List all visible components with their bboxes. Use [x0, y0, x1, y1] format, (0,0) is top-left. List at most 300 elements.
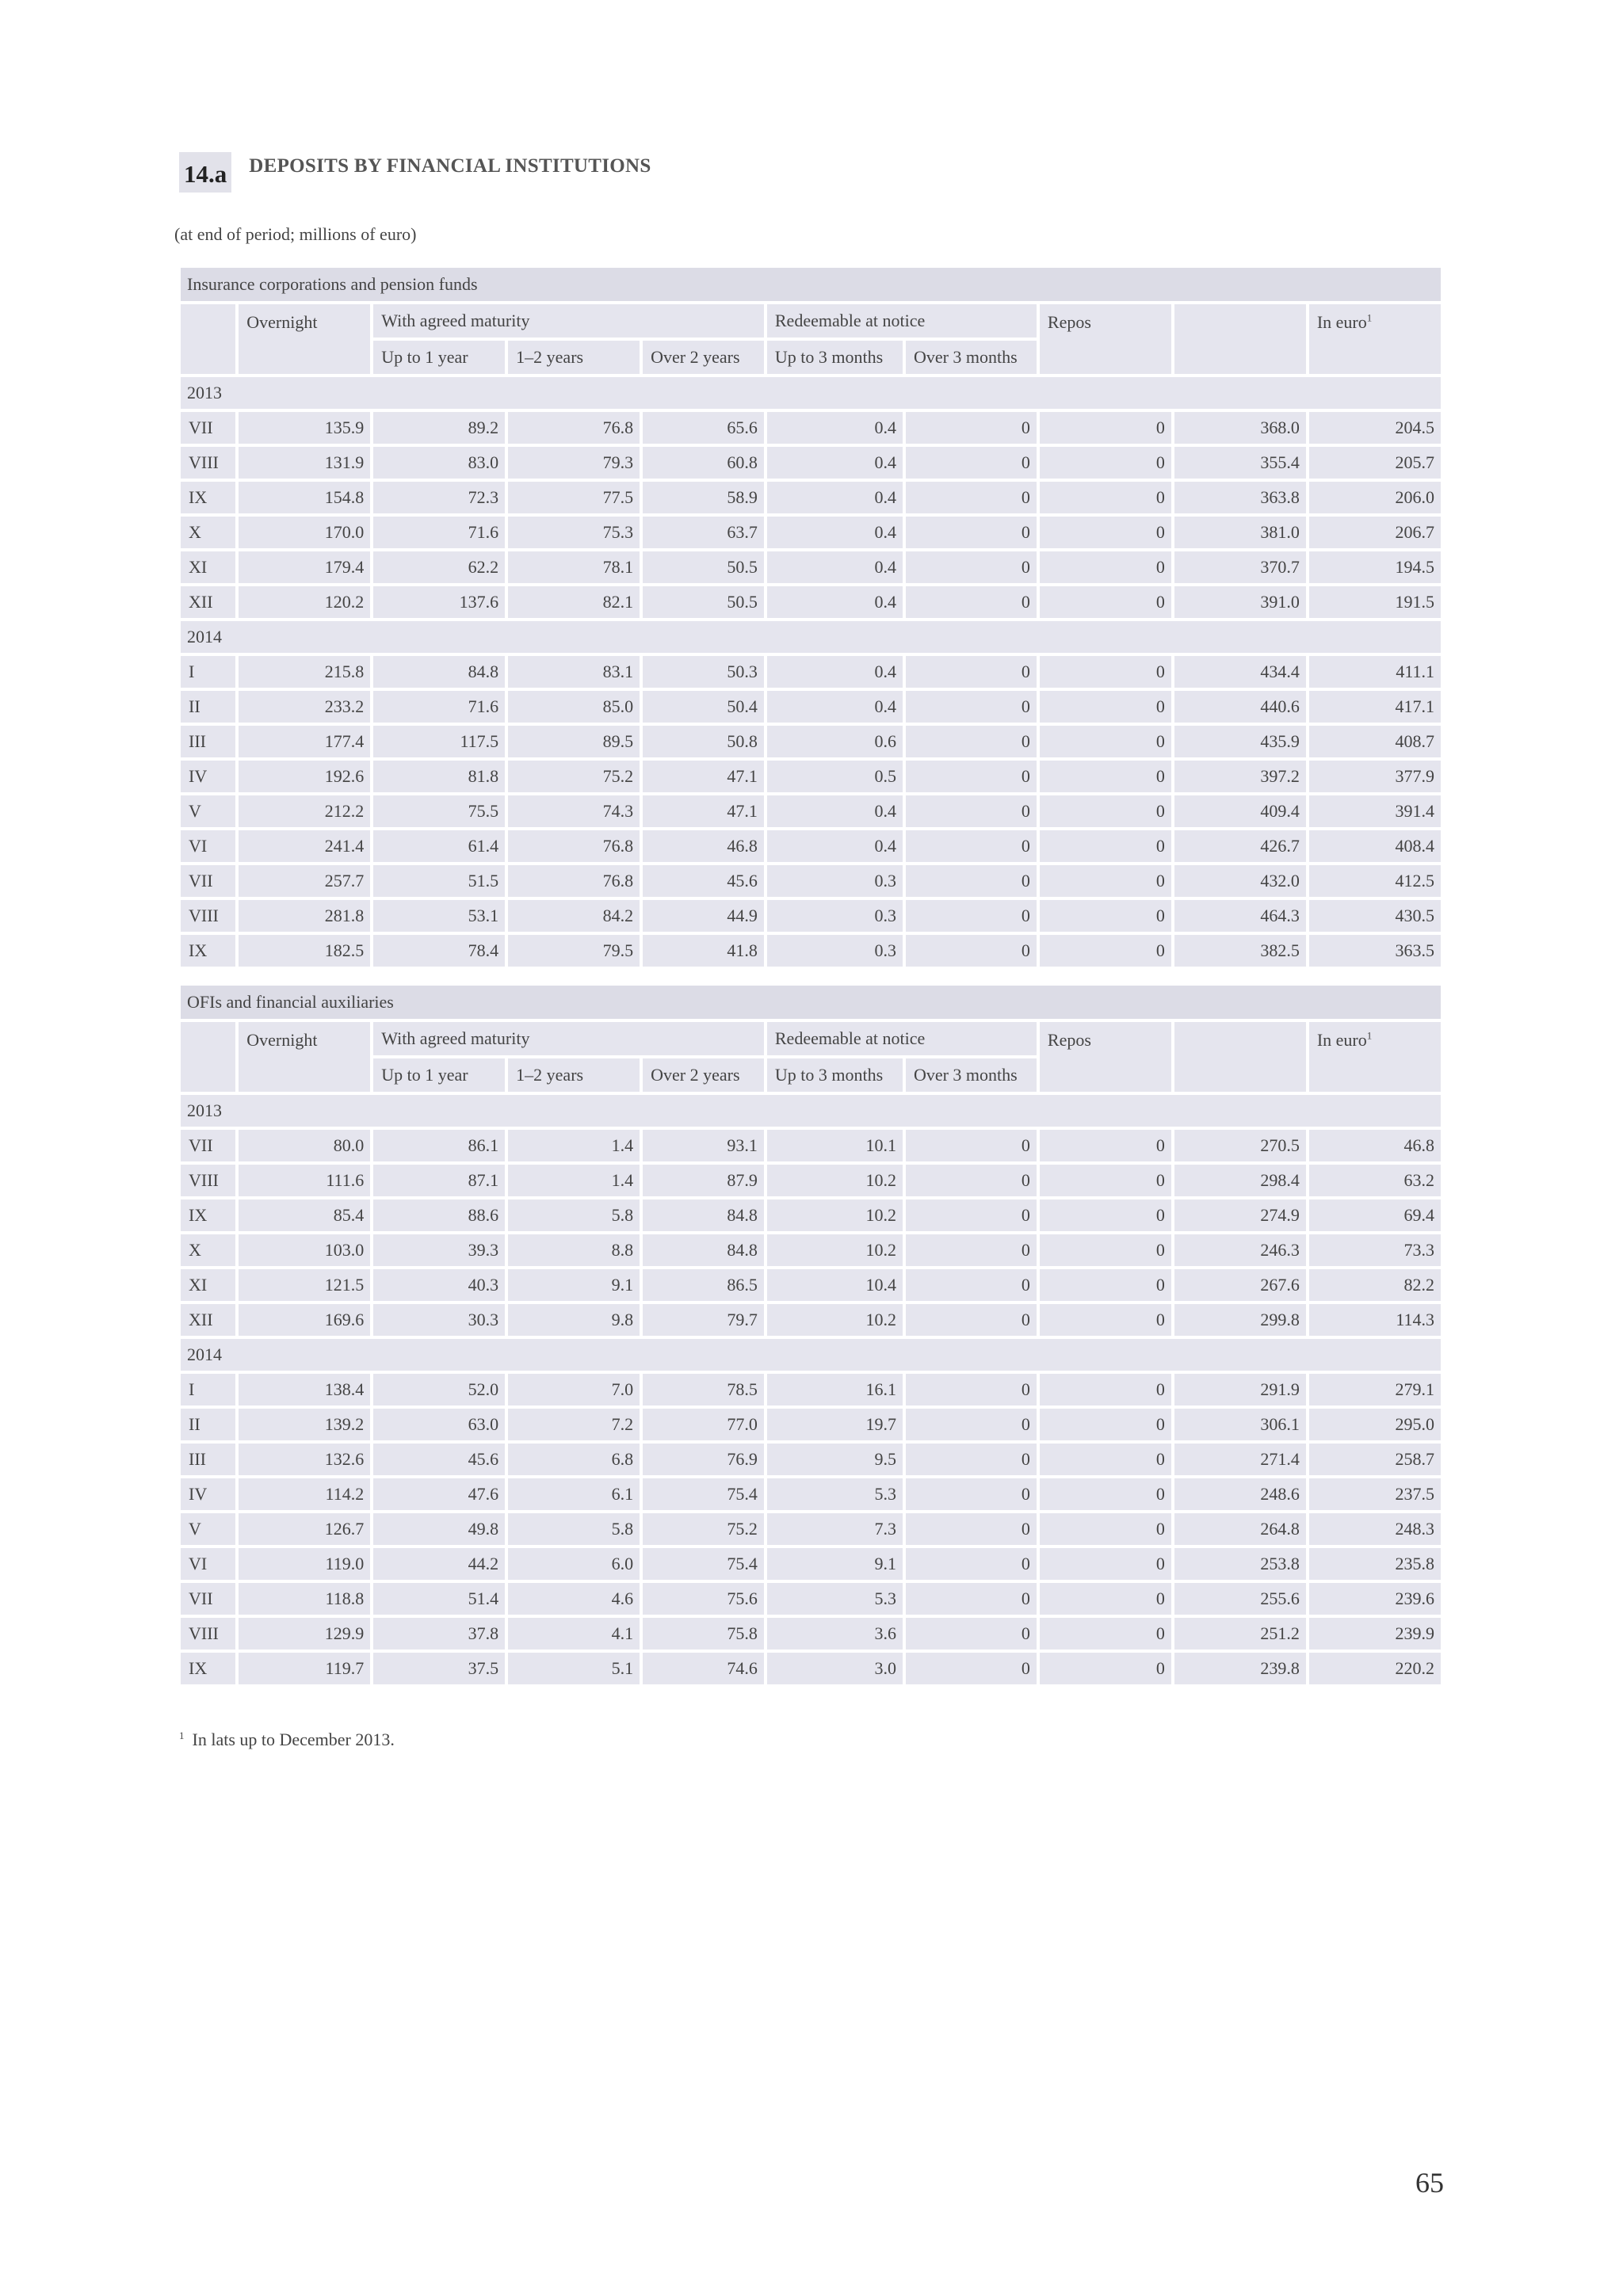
value-cell: 77.0	[643, 1409, 764, 1440]
value-cell: 76.9	[643, 1444, 764, 1475]
col-header-over-3-months: Over 3 months	[906, 1058, 1037, 1092]
value-cell: 0	[1040, 865, 1171, 897]
value-cell: 0	[906, 482, 1037, 513]
month-label: IV	[181, 1478, 235, 1510]
value-cell: 84.8	[643, 1234, 764, 1266]
value-cell: 79.7	[643, 1304, 764, 1336]
value-cell: 0	[906, 1199, 1037, 1231]
value-cell: 7.0	[508, 1374, 640, 1405]
value-cell: 0	[1040, 1409, 1171, 1440]
value-cell: 0	[1040, 1478, 1171, 1510]
year-label: 2014	[181, 1339, 1441, 1371]
col-header-over-2-years: Over 2 years	[643, 1058, 764, 1092]
value-cell: 0.4	[767, 656, 903, 688]
table-row	[181, 795, 1441, 827]
value-cell: 248.3	[1309, 1513, 1441, 1545]
value-cell: 182.5	[239, 935, 370, 967]
value-cell: 0	[906, 551, 1037, 583]
table-row	[181, 691, 1441, 723]
value-cell: 0.4	[767, 482, 903, 513]
value-cell: 0	[906, 1653, 1037, 1684]
value-cell: 212.2	[239, 795, 370, 827]
value-cell: 381.0	[1174, 517, 1306, 548]
value-cell: 306.1	[1174, 1409, 1306, 1440]
value-cell: 239.6	[1309, 1583, 1441, 1615]
col-header-repos: Repos	[1040, 1022, 1171, 1092]
table-row	[181, 412, 1441, 444]
value-cell: 0	[1040, 586, 1171, 618]
value-cell: 75.8	[643, 1618, 764, 1650]
in-euro-label: In euro	[1316, 312, 1367, 332]
value-cell: 281.8	[239, 900, 370, 932]
month-label: V	[181, 795, 235, 827]
value-cell: 46.8	[1309, 1130, 1441, 1161]
value-cell: 440.6	[1174, 691, 1306, 723]
value-cell: 9.1	[767, 1548, 903, 1580]
table-row	[181, 1269, 1441, 1301]
value-cell: 75.2	[643, 1513, 764, 1545]
value-cell: 84.8	[373, 656, 505, 688]
value-cell: 76.8	[508, 412, 640, 444]
value-cell: 258.7	[1309, 1444, 1441, 1475]
value-cell: 0	[1040, 726, 1171, 757]
value-cell: 241.4	[239, 830, 370, 862]
month-label: V	[181, 1513, 235, 1545]
value-cell: 0.5	[767, 761, 903, 792]
value-cell: 179.4	[239, 551, 370, 583]
value-cell: 377.9	[1309, 761, 1441, 792]
value-cell: 6.0	[508, 1548, 640, 1580]
value-cell: 69.4	[1309, 1199, 1441, 1231]
value-cell: 0.6	[767, 726, 903, 757]
month-label: I	[181, 656, 235, 688]
value-cell: 79.5	[508, 935, 640, 967]
value-cell: 126.7	[239, 1513, 370, 1545]
col-header-in-euro	[1309, 304, 1441, 374]
value-cell: 253.8	[1174, 1548, 1306, 1580]
month-label: III	[181, 726, 235, 757]
month-label: XII	[181, 1304, 235, 1336]
value-cell: 10.2	[767, 1234, 903, 1266]
value-cell: 0	[906, 726, 1037, 757]
table-row	[181, 761, 1441, 792]
value-cell: 0	[1040, 1304, 1171, 1336]
value-cell: 0	[906, 447, 1037, 479]
value-cell: 0.4	[767, 830, 903, 862]
value-cell: 0	[1040, 1513, 1171, 1545]
month-label: VI	[181, 1548, 235, 1580]
col-header-in-euro	[1309, 1022, 1441, 1092]
year-row	[181, 377, 1441, 409]
month-label: IX	[181, 935, 235, 967]
value-cell: 78.5	[643, 1374, 764, 1405]
month-label: II	[181, 1409, 235, 1440]
value-cell: 1.4	[508, 1130, 640, 1161]
table-row	[181, 1478, 1441, 1510]
footnote-ref: 1	[1366, 1029, 1373, 1042]
month-label: XI	[181, 1269, 235, 1301]
value-cell: 368.0	[1174, 412, 1306, 444]
value-cell: 154.8	[239, 482, 370, 513]
value-cell: 0	[906, 1165, 1037, 1196]
table-number: 14.a	[179, 152, 231, 193]
value-cell: 264.8	[1174, 1513, 1306, 1545]
value-cell: 47.1	[643, 761, 764, 792]
value-cell: 86.1	[373, 1130, 505, 1161]
footnote	[179, 1730, 395, 1750]
value-cell: 5.8	[508, 1199, 640, 1231]
col-header-redeemable: Redeemable at notice	[767, 304, 1037, 338]
month-label: IX	[181, 482, 235, 513]
value-cell: 0	[906, 1513, 1037, 1545]
value-cell: 51.5	[373, 865, 505, 897]
value-cell: 58.9	[643, 482, 764, 513]
value-cell: 87.9	[643, 1165, 764, 1196]
value-cell: 391.4	[1309, 795, 1441, 827]
value-cell: 0	[1040, 656, 1171, 688]
value-cell: 50.5	[643, 586, 764, 618]
value-cell: 85.0	[508, 691, 640, 723]
value-cell: 274.9	[1174, 1199, 1306, 1231]
value-cell: 114.2	[239, 1478, 370, 1510]
value-cell: 61.4	[373, 830, 505, 862]
value-cell: 0	[906, 1269, 1037, 1301]
col-header-agreed-maturity: With agreed maturity	[373, 304, 764, 338]
value-cell: 0	[906, 830, 1037, 862]
value-cell: 74.6	[643, 1653, 764, 1684]
value-cell: 0.4	[767, 795, 903, 827]
value-cell: 0.4	[767, 691, 903, 723]
value-cell: 0	[1040, 517, 1171, 548]
table-row	[181, 1444, 1441, 1475]
section-row	[181, 986, 1441, 1019]
value-cell: 0	[906, 656, 1037, 688]
value-cell: 169.6	[239, 1304, 370, 1336]
value-cell: 49.8	[373, 1513, 505, 1545]
value-cell: 391.0	[1174, 586, 1306, 618]
value-cell: 0	[906, 935, 1037, 967]
value-cell: 0	[1040, 1199, 1171, 1231]
value-cell: 248.6	[1174, 1478, 1306, 1510]
value-cell: 299.8	[1174, 1304, 1306, 1336]
value-cell: 9.5	[767, 1444, 903, 1475]
value-cell: 76.8	[508, 865, 640, 897]
table-row	[181, 726, 1441, 757]
value-cell: 0	[1040, 1130, 1171, 1161]
value-cell: 237.5	[1309, 1478, 1441, 1510]
value-cell: 0.3	[767, 935, 903, 967]
value-cell: 0.3	[767, 865, 903, 897]
value-cell: 63.0	[373, 1409, 505, 1440]
value-cell: 363.8	[1174, 482, 1306, 513]
value-cell: 89.5	[508, 726, 640, 757]
value-cell: 10.2	[767, 1304, 903, 1336]
value-cell: 0	[906, 761, 1037, 792]
value-cell: 191.5	[1309, 586, 1441, 618]
table-row	[181, 656, 1441, 688]
value-cell: 255.6	[1174, 1583, 1306, 1615]
value-cell: 206.0	[1309, 482, 1441, 513]
section-title: Insurance corporations and pension funds	[181, 268, 1441, 301]
value-cell: 83.1	[508, 656, 640, 688]
table-row	[181, 900, 1441, 932]
table-row	[181, 935, 1441, 967]
value-cell: 370.7	[1174, 551, 1306, 583]
value-cell: 397.2	[1174, 761, 1306, 792]
value-cell: 0.3	[767, 900, 903, 932]
value-cell: 0	[906, 795, 1037, 827]
value-cell: 0	[1040, 1444, 1171, 1475]
value-cell: 135.9	[239, 412, 370, 444]
value-cell: 0	[1040, 1374, 1171, 1405]
value-cell: 0	[906, 1444, 1037, 1475]
value-cell: 7.3	[767, 1513, 903, 1545]
value-cell: 75.6	[643, 1583, 764, 1615]
value-cell: 0	[1040, 691, 1171, 723]
value-cell: 0	[1040, 447, 1171, 479]
col-header-total	[1174, 304, 1306, 374]
table-row	[181, 1513, 1441, 1545]
value-cell: 79.3	[508, 447, 640, 479]
value-cell: 0	[1040, 830, 1171, 862]
value-cell: 118.8	[239, 1583, 370, 1615]
value-cell: 41.8	[643, 935, 764, 967]
month-label: IX	[181, 1199, 235, 1231]
month-label: II	[181, 691, 235, 723]
col-header-up-to-3-months: Up to 3 months	[767, 341, 903, 374]
value-cell: 0	[1040, 1548, 1171, 1580]
month-label: VII	[181, 412, 235, 444]
value-cell: 408.4	[1309, 830, 1441, 862]
table-title: DEPOSITS BY FINANCIAL INSTITUTIONS	[249, 155, 651, 177]
year-label: 2013	[181, 377, 1441, 409]
value-cell: 0	[1040, 1583, 1171, 1615]
value-cell: 121.5	[239, 1269, 370, 1301]
value-cell: 47.1	[643, 795, 764, 827]
section-title: OFIs and financial auxiliaries	[181, 986, 1441, 1019]
month-label: VIII	[181, 447, 235, 479]
table-row	[181, 1374, 1441, 1405]
table-row	[181, 447, 1441, 479]
value-cell: 30.3	[373, 1304, 505, 1336]
month-label: VII	[181, 1130, 235, 1161]
in-euro-label: In euro	[1316, 1030, 1367, 1050]
value-cell: 80.0	[239, 1130, 370, 1161]
value-cell: 0	[1040, 1653, 1171, 1684]
value-cell: 0	[906, 586, 1037, 618]
value-cell: 0	[906, 1478, 1037, 1510]
value-cell: 75.4	[643, 1478, 764, 1510]
value-cell: 10.2	[767, 1165, 903, 1196]
value-cell: 204.5	[1309, 412, 1441, 444]
col-header-repos: Repos	[1040, 304, 1171, 374]
value-cell: 50.8	[643, 726, 764, 757]
value-cell: 246.3	[1174, 1234, 1306, 1266]
value-cell: 430.5	[1309, 900, 1441, 932]
value-cell: 16.1	[767, 1374, 903, 1405]
value-cell: 120.2	[239, 586, 370, 618]
header-row	[181, 1022, 1441, 1055]
table-row	[181, 1653, 1441, 1684]
value-cell: 7.2	[508, 1409, 640, 1440]
value-cell: 0	[906, 412, 1037, 444]
col-header-up-to-3-months: Up to 3 months	[767, 1058, 903, 1092]
value-cell: 409.4	[1174, 795, 1306, 827]
value-cell: 267.6	[1174, 1269, 1306, 1301]
value-cell: 71.6	[373, 691, 505, 723]
value-cell: 464.3	[1174, 900, 1306, 932]
ofi-auxiliaries-table	[178, 982, 1444, 1688]
value-cell: 89.2	[373, 412, 505, 444]
value-cell: 239.9	[1309, 1618, 1441, 1650]
value-cell: 111.6	[239, 1165, 370, 1196]
value-cell: 0	[1040, 1269, 1171, 1301]
value-cell: 0	[906, 517, 1037, 548]
value-cell: 5.8	[508, 1513, 640, 1545]
month-label: III	[181, 1444, 235, 1475]
value-cell: 103.0	[239, 1234, 370, 1266]
value-cell: 0.4	[767, 586, 903, 618]
value-cell: 78.1	[508, 551, 640, 583]
value-cell: 75.5	[373, 795, 505, 827]
month-label: VII	[181, 865, 235, 897]
value-cell: 85.4	[239, 1199, 370, 1231]
year-label: 2014	[181, 621, 1441, 653]
value-cell: 44.2	[373, 1548, 505, 1580]
table-row	[181, 1618, 1441, 1650]
value-cell: 251.2	[1174, 1618, 1306, 1650]
value-cell: 37.5	[373, 1653, 505, 1684]
value-cell: 63.2	[1309, 1165, 1441, 1196]
value-cell: 75.3	[508, 517, 640, 548]
value-cell: 52.0	[373, 1374, 505, 1405]
value-cell: 0	[1040, 1618, 1171, 1650]
value-cell: 53.1	[373, 900, 505, 932]
value-cell: 206.7	[1309, 517, 1441, 548]
year-row	[181, 621, 1441, 653]
month-label: IV	[181, 761, 235, 792]
year-row	[181, 1095, 1441, 1127]
value-cell: 82.2	[1309, 1269, 1441, 1301]
value-cell: 119.7	[239, 1653, 370, 1684]
value-cell: 138.4	[239, 1374, 370, 1405]
col-header-agreed-maturity: With agreed maturity	[373, 1022, 764, 1055]
value-cell: 5.3	[767, 1478, 903, 1510]
value-cell: 50.3	[643, 656, 764, 688]
year-label: 2013	[181, 1095, 1441, 1127]
value-cell: 0	[1040, 795, 1171, 827]
value-cell: 271.4	[1174, 1444, 1306, 1475]
value-cell: 78.4	[373, 935, 505, 967]
value-cell: 6.8	[508, 1444, 640, 1475]
value-cell: 432.0	[1174, 865, 1306, 897]
month-label: VII	[181, 1583, 235, 1615]
value-cell: 434.4	[1174, 656, 1306, 688]
value-cell: 75.2	[508, 761, 640, 792]
value-cell: 291.9	[1174, 1374, 1306, 1405]
value-cell: 74.3	[508, 795, 640, 827]
value-cell: 0	[906, 1618, 1037, 1650]
value-cell: 412.5	[1309, 865, 1441, 897]
value-cell: 0	[906, 865, 1037, 897]
value-cell: 0	[1040, 412, 1171, 444]
value-cell: 5.3	[767, 1583, 903, 1615]
table-row	[181, 482, 1441, 513]
value-cell: 192.6	[239, 761, 370, 792]
value-cell: 194.5	[1309, 551, 1441, 583]
value-cell: 0.4	[767, 447, 903, 479]
value-cell: 88.6	[373, 1199, 505, 1231]
table-row	[181, 1165, 1441, 1196]
footnote-mark: 1	[179, 1729, 185, 1741]
value-cell: 0	[1040, 1165, 1171, 1196]
value-cell: 0	[906, 1130, 1037, 1161]
col-header-1-2-years: 1–2 years	[508, 341, 640, 374]
footnote-text: In lats up to December 2013.	[192, 1730, 395, 1749]
value-cell: 170.0	[239, 517, 370, 548]
page-number: 65	[1415, 2167, 1444, 2199]
value-cell: 0.4	[767, 412, 903, 444]
value-cell: 4.6	[508, 1583, 640, 1615]
value-cell: 435.9	[1174, 726, 1306, 757]
col-header-up-to-1-year: Up to 1 year	[373, 341, 505, 374]
value-cell: 0	[906, 900, 1037, 932]
value-cell: 270.5	[1174, 1130, 1306, 1161]
value-cell: 0	[906, 1548, 1037, 1580]
table-subtitle: (at end of period; millions of euro)	[174, 224, 417, 244]
value-cell: 62.2	[373, 551, 505, 583]
value-cell: 6.1	[508, 1478, 640, 1510]
value-cell: 0	[906, 1374, 1037, 1405]
value-cell: 84.8	[643, 1199, 764, 1231]
value-cell: 46.8	[643, 830, 764, 862]
value-cell: 1.4	[508, 1165, 640, 1196]
value-cell: 137.6	[373, 586, 505, 618]
header-row	[181, 304, 1441, 338]
table-row	[181, 551, 1441, 583]
value-cell: 408.7	[1309, 726, 1441, 757]
month-label: XII	[181, 586, 235, 618]
col-header-redeemable: Redeemable at notice	[767, 1022, 1037, 1055]
value-cell: 10.4	[767, 1269, 903, 1301]
value-cell: 426.7	[1174, 830, 1306, 862]
table-row	[181, 586, 1441, 618]
value-cell: 3.0	[767, 1653, 903, 1684]
section-row	[181, 268, 1441, 301]
month-label: VIII	[181, 1165, 235, 1196]
value-cell: 235.8	[1309, 1548, 1441, 1580]
col-header-over-2-years: Over 2 years	[643, 341, 764, 374]
value-cell: 355.4	[1174, 447, 1306, 479]
value-cell: 19.7	[767, 1409, 903, 1440]
value-cell: 257.7	[239, 865, 370, 897]
value-cell: 93.1	[643, 1130, 764, 1161]
value-cell: 129.9	[239, 1618, 370, 1650]
value-cell: 9.8	[508, 1304, 640, 1336]
insurance-pension-table	[178, 265, 1444, 970]
value-cell: 239.8	[1174, 1653, 1306, 1684]
month-label: VIII	[181, 900, 235, 932]
value-cell: 50.5	[643, 551, 764, 583]
value-cell: 220.2	[1309, 1653, 1441, 1684]
value-cell: 411.1	[1309, 656, 1441, 688]
footnote-ref: 1	[1366, 311, 1373, 324]
value-cell: 71.6	[373, 517, 505, 548]
col-header-1-2-years: 1–2 years	[508, 1058, 640, 1092]
table-heading	[179, 152, 651, 193]
value-cell: 0	[1040, 935, 1171, 967]
header-blank	[181, 304, 235, 374]
